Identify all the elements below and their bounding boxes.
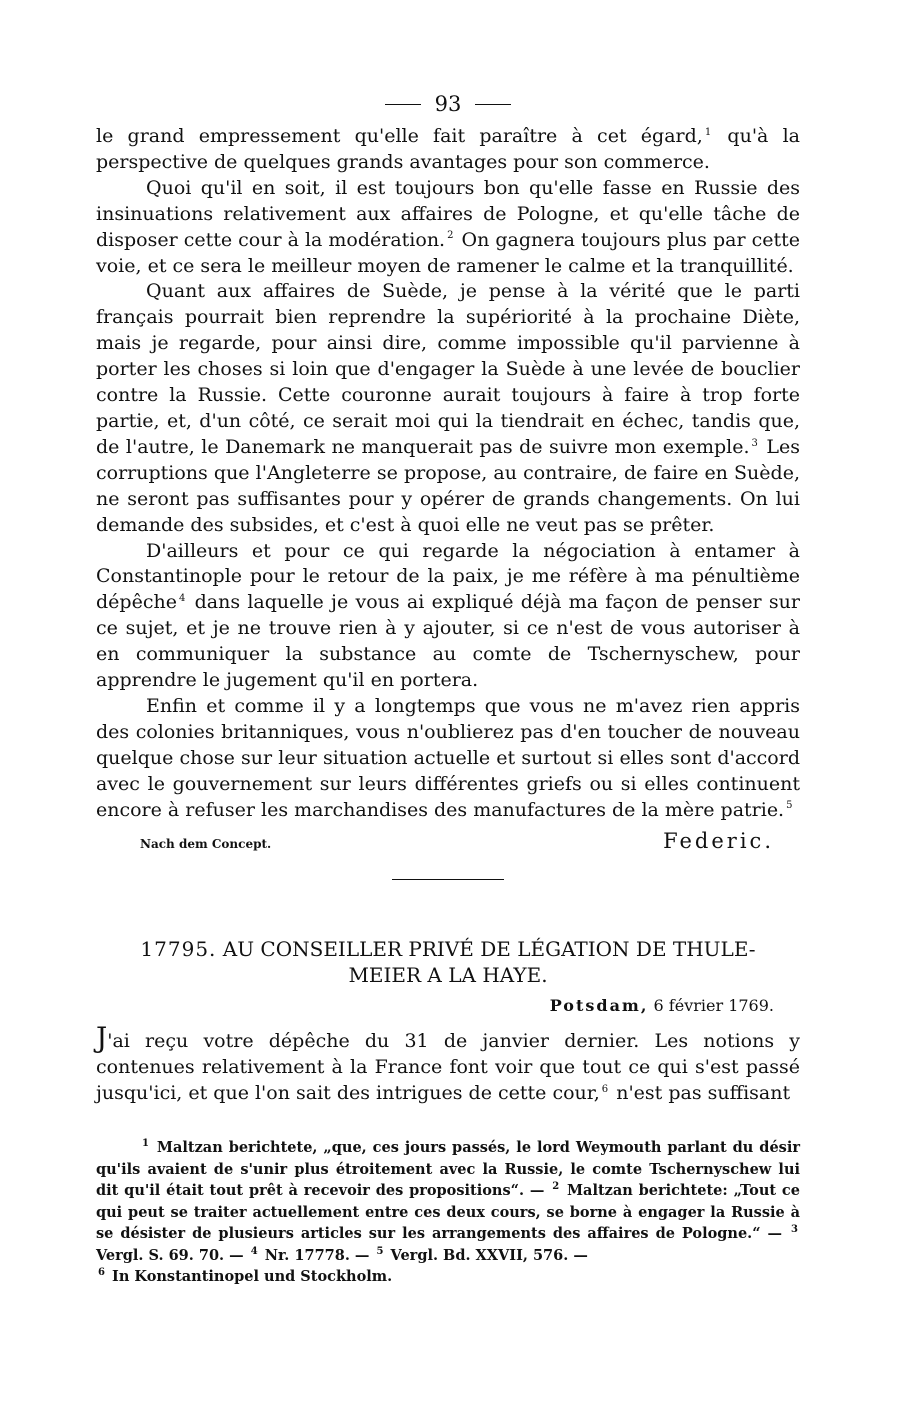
dateline (96, 996, 800, 1015)
footnote-mark: 4 (250, 1245, 258, 1257)
paragraph-text: dans laquelle je vous ai expliqué déjà ma façon de penser sur ce sujet, et je ne trouve rien à y ajouter, si ce n'est de vous autoriser à en communiquer la substance au comte de Tschernyschew, pour apprendre le jugement qu'il en portera. (96, 591, 800, 692)
letter-body (96, 1021, 800, 1107)
paragraph-text: D'ailleurs et pour ce qui regarde la négociation à entamer à Constantinople pour le retour de la paix, je me réfère à ma pénultième dépêche (96, 539, 800, 614)
drop-cap: J (96, 1021, 108, 1055)
document-page (96, 84, 800, 1288)
letter-heading-line (96, 936, 800, 962)
footnote-ref: 6 (601, 1083, 609, 1095)
paragraph (96, 124, 800, 176)
date-text: 6 février 1769. (653, 996, 774, 1016)
paragraph-text: On gagnera toujours plus par cette voie, et ce sera le meilleur moyen de ramener le calme et la tranquillité. (96, 228, 800, 277)
paragraph-text: Les corruptions que l'Angleterre se propose, au contraire, de faire en Suède, ne seront pas suffisantes pour y opérer de grands changements. On lui demande des subsides, et c'est à quoi elle ne veut pas se prêter. (96, 435, 800, 536)
page-header (96, 84, 800, 124)
letter-heading-line: MEIER A LA HAYE. (348, 963, 548, 988)
paragraph (96, 176, 800, 280)
footnote-text: Vergl. S. 69. 70. — (96, 1246, 244, 1264)
footnote-mark: 5 (376, 1245, 384, 1257)
paragraph (96, 1021, 800, 1107)
paragraph-text: Enfin et comme il y a longtemps que vous ne m'avez rien appris des colonies britanniques, vous n'oublierez pas d'en toucher de nouveau quelque chose sur leur situation actuelle et surtout si elles sont d'accord avec le gouvernement sur leurs différentes griefs ou si elles continuent encore à refuser les marchandises des manufactures de la mère patrie. (96, 694, 800, 821)
header-dash-left (385, 104, 421, 105)
footnote-mark: 3 (791, 1224, 798, 1236)
paragraph-text: n'est pas suffisant (610, 1082, 791, 1105)
footnote-text: Nr. 17778. — (264, 1246, 370, 1264)
paragraph (96, 539, 800, 694)
paragraph (96, 694, 800, 824)
footnote-text: Vergl. Bd. XXVII, 576. — (390, 1246, 588, 1264)
date-place: Potsdam, (549, 996, 649, 1016)
signature-block (96, 829, 800, 853)
source-note: Nach dem Concept. (140, 837, 272, 852)
header-dash-right (475, 104, 511, 105)
paragraph-text: qu'à la perspective de quelques grands avantages pour son commerce. (96, 125, 800, 173)
footnote-text: Maltzan berichtete, „que, ces jours passés, le lord Weymouth parlant du désir qu'ils avaient de s'unir plus étroitement avec la Russie, le comte Tschernyschew lui dit qu'il était tout prêt à recevoir des propositions“. — (96, 1139, 800, 1200)
footnotes (96, 1137, 800, 1288)
footnote-ref: 2 (447, 230, 454, 242)
footnote-text: Maltzan berichtete: „Tout ce qui peut se traiter actuellement entre ces deux cours, se borne à engager la Russie à se désister de plusieurs articles sur les arrangements des affaires de Pologne.“ — (96, 1182, 800, 1243)
paragraph-text: Quant aux affaires de Suède, je pense à la vérité que le parti français pourrait bien reprendre la supériorité à la prochaine Diète, mais je regarde, pour ainsi dire, comme impossible qu'il parvienne à porter les choses si loin que d'engager la Suède à une levée de bouclier contre la Russie. Cette couronne aurait toujours à faire à trop forte partie, et, d'un côté, ce serait moi qui la tiendrait en échec, tandis que, de l'autre, le Danemark ne manquerait pas de suivre mon exemple. (96, 280, 800, 458)
footnote-ref: 3 (751, 437, 758, 449)
letter-heading (96, 936, 800, 988)
letter-number: 17795. (140, 937, 217, 962)
paragraph-text: 'ai reçu votre dépêche du 31 de janvier dernier. Les notions y contenues relativement à la France font voir que tout ce qui s'est passé jusqu'ici, et que l'on sait des intrigues de cette cour, (96, 1030, 800, 1105)
main-text (96, 124, 800, 823)
footnote-mark: 2 (552, 1181, 560, 1193)
footnote-mark: 1 (142, 1138, 149, 1150)
footnote-mark: 6 (98, 1267, 105, 1279)
footnote-ref: 4 (178, 592, 186, 604)
footnote-ref: 1 (704, 126, 712, 138)
section-divider (392, 879, 504, 880)
paragraph (96, 279, 800, 538)
letter-heading-text: AU CONSEILLER PRIVÉ DE LÉGATION DE THULE- (222, 937, 756, 962)
page-number: 93 (434, 92, 462, 116)
signature: Federic. (663, 829, 774, 854)
paragraph-text: le grand empressement qu'elle fait paraître à cet égard, (96, 125, 703, 147)
footnote-ref: 5 (786, 800, 793, 812)
footnote-text: In Konstantinopel und Stockholm. (112, 1268, 393, 1286)
footnote-block (96, 1137, 800, 1288)
paragraph-text: Quoi qu'il en soit, il est toujours bon qu'elle fasse en Russie des insinuations relativement aux affaires de Pologne, et qu'elle tâche de disposer cette cour à la modération. (96, 176, 800, 251)
